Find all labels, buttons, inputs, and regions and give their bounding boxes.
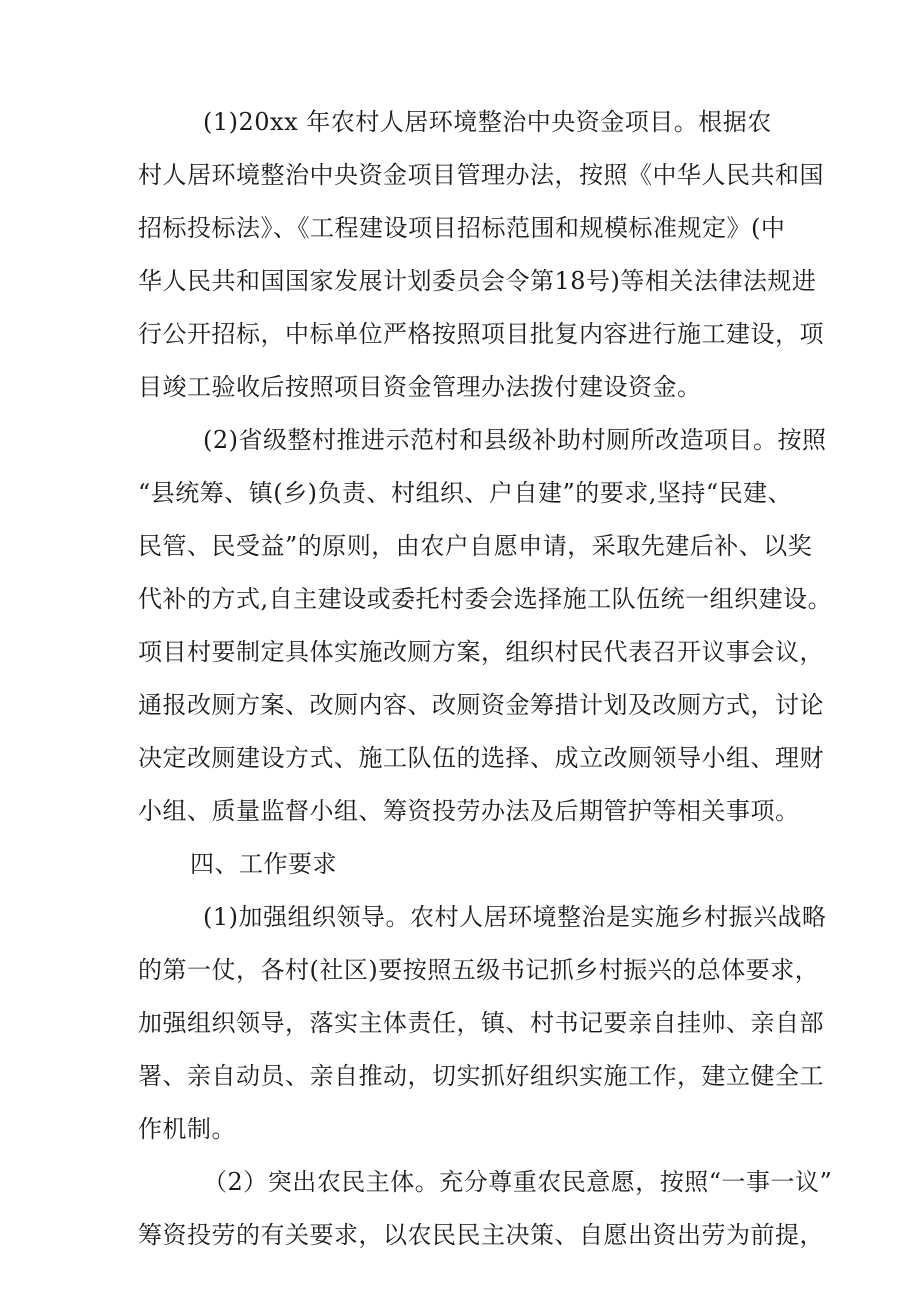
paragraph-1-line-5: 行公开招标，中标单位严格按照项目批复内容进行施工建设，项 [138, 320, 824, 348]
paragraph-2-line-5: 项目村要制定具体实施改厕方案，组织村民代表召开议事会议， [138, 638, 824, 666]
paragraph-3-line-2: 的第一仗，各村(社区)要按照五级书记抓乡村振兴的总体要求， [138, 956, 820, 984]
paragraph-1-line-6: 目竣工验收后按照项目资金管理办法拨付建设资金。 [138, 373, 702, 401]
paragraph-2-line-7: 决定改厕建设方式、施工队伍的选择、成立改厕领导小组、理财 [138, 744, 824, 772]
paragraph-3-line-3: 加强组织领导，落实主体责任，镇、村书记要亲自挂帅、亲自部 [138, 1009, 824, 1037]
paragraph-3-line-5: 作机制。 [138, 1115, 236, 1143]
section-heading: 四、工作要求 [190, 850, 337, 878]
paragraph-2-line-3: 民管、民受益”的原则，由农户自愿申请，采取先建后补、以奖 [138, 532, 813, 560]
paragraph-4-line-1: （2）突出农民主体。充分尊重农民意愿，按照“一事一议” [203, 1168, 833, 1196]
paragraph-3-line-4: 署、亲自动员、亲自推动，切实抓好组织实施工作，建立健全工 [138, 1062, 824, 1090]
paragraph-2-line-6: 通报改厕方案、改厕内容、改厕资金筹措计划及改厕方式，讨论 [138, 691, 824, 719]
paragraph-1-line-2: 村人居环境整治中央资金项目管理办法，按照《中华人民共和国 [138, 161, 824, 189]
paragraph-2-line-1: (2)省级整村推进示范村和县级补助村厕所改造项目。按照 [203, 426, 827, 454]
paragraph-1-line-1: (1)20xx 年农村人居环境整治中央资金项目。根据农 [203, 108, 772, 136]
paragraph-2-line-4: 代补的方式,自主建设或委托村委会选择施工队伍统一组织建设。 [138, 585, 833, 613]
paragraph-3-line-1: (1)加强组织领导。农村人居环境整治是实施乡村振兴战略 [203, 903, 827, 931]
paragraph-4-line-2: 筹资投劳的有关要求，以农民民主决策、自愿出资出劳为前提， [138, 1221, 824, 1249]
paragraph-2-line-8: 小组、质量监督小组、筹资投劳办法及后期管护等相关事项。 [138, 797, 800, 825]
paragraph-2-line-2: “县统筹、镇(乡)负责、村组织、户自建”的要求,坚持“民建、 [138, 479, 793, 507]
paragraph-1-line-4: 华人民共和国国家发展计划委员会令第18号)等相关法律法规进 [138, 267, 817, 295]
paragraph-1-line-3: 招标投标法》、《工程建设项目招标范围和规模标准规定》(中 [138, 214, 786, 242]
